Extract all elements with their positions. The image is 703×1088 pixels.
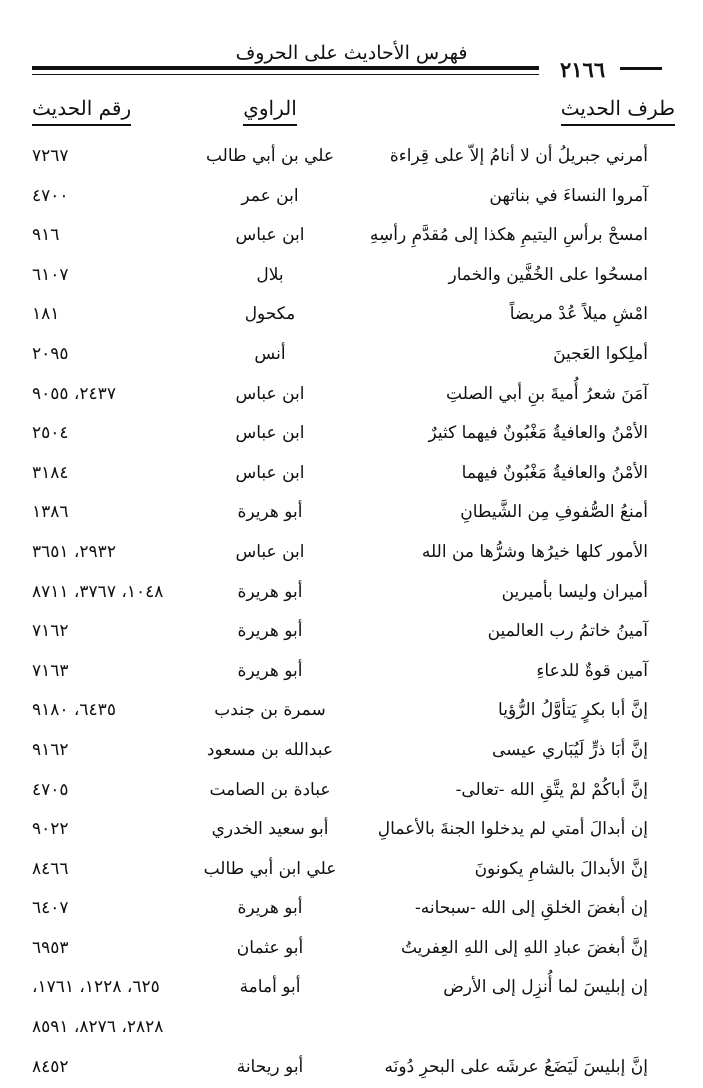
hadith-start: أمنعُ الصُّفوفِ مِن الشَّيطانِ: [460, 502, 648, 523]
hadith-number: ٨٤٥٢: [32, 1056, 69, 1077]
column-header-hadith-start-label: طرف الحديث: [561, 96, 675, 126]
hadith-number: ٧١٦٣: [32, 660, 69, 681]
hadith-start: الأمْنُ والعافيةُ مَغْبُونٌ فيهما: [461, 462, 648, 483]
header-rule-thick: [32, 66, 539, 70]
hadith-start: امسحْ برأسِ اليتيمِ هكذا إلى مُقدَّمِ رأسِهِ: [369, 225, 648, 246]
narrator: عبادة بن الصامت: [209, 779, 331, 800]
table-row: [0, 455, 703, 495]
narrator: مكحول: [244, 304, 296, 325]
table-row: [0, 415, 703, 455]
hadith-start: آمروا النساءَ في بناتهن: [489, 185, 648, 206]
table-row: [0, 494, 703, 534]
hadith-number: ٩١٦٢: [32, 739, 69, 760]
hadith-start: أميران وليسا بأميرين: [501, 581, 648, 602]
table-row: [0, 851, 703, 891]
column-header-hadith-number-label: رقم الحديث: [32, 96, 131, 126]
hadith-start: إن إبليسَ لما أُنزِل إلى الأرض: [443, 977, 648, 998]
table-row: [0, 376, 703, 416]
narrator: بلال: [256, 264, 284, 285]
hadith-number: ٩٠٢٢: [32, 819, 69, 840]
narrator: ابن عباس: [235, 225, 305, 246]
narrator: علي ابن أبي طالب: [203, 858, 337, 879]
table-row: [0, 613, 703, 653]
hadith-start: امسحُوا على الخُفَّين والخمار: [448, 264, 648, 285]
hadith-start: إنَّ الأبدالَ بالشامِ يكونونَ: [474, 858, 648, 879]
narrator: أبو أمامة: [239, 977, 301, 998]
table-row: [0, 811, 703, 851]
table-row: [0, 890, 703, 930]
table-row: [0, 296, 703, 336]
hadith-start: الأمور كلها خيرُها وشرُّها من الله: [421, 541, 648, 562]
page-number-rule: [620, 67, 662, 70]
hadith-start: إنَّ إبليسَ لَيَضَعُ عرشَه على البحرِ دُونَه: [384, 1056, 648, 1077]
hadith-start: أمرني جبريلُ أن لا أنامُ إلاّ على قِراءة: [389, 146, 648, 166]
hadith-number: ١٣٨٦: [32, 502, 69, 523]
hadith-number: ٧٢٦٧: [32, 146, 69, 166]
hadith-start: إنَّ أبا بكرٍ يَتأوَّلُ الرُّؤيا: [498, 700, 648, 721]
narrator: أبو هريرة: [237, 898, 303, 919]
table-row: [0, 1049, 703, 1088]
hadith-number: ٤٧٠٥: [32, 779, 69, 800]
table-row: [0, 692, 703, 732]
narrator: أبو هريرة: [237, 502, 303, 523]
table-row: [0, 217, 703, 257]
table-row: [0, 732, 703, 772]
narrator: أبو هريرة: [237, 621, 303, 642]
hadith-number: ٦٤٣٥، ٩١٨٠: [32, 700, 116, 721]
narrator: أبو هريرة: [237, 581, 303, 602]
table-row: [0, 574, 703, 614]
narrator: سمرة بن جندب: [214, 700, 326, 721]
narrator: ابن عباس: [235, 423, 305, 444]
table-row: [0, 138, 703, 178]
hadith-number: ٣١٨٤: [32, 462, 69, 483]
hadith-number: ٦١٠٧: [32, 264, 69, 285]
hadith-number: ٢٩٣٢، ٣٦٥١: [32, 541, 116, 562]
table-row: [0, 653, 703, 693]
narrator: أبو سعيد الخدري: [211, 819, 329, 840]
column-header-narrator: [200, 96, 340, 126]
narrator: أبو هريرة: [237, 660, 303, 681]
hadith-start: أملِكوا العَجينَ: [553, 343, 648, 364]
narrator: ابن عباس: [235, 541, 305, 562]
hadith-start: إن أبدالَ أمتي لم يدخلوا الجنةَ بالأعمالِ: [377, 819, 648, 840]
table-row-continuation: [0, 1009, 703, 1049]
hadith-number: ١٠٤٨، ٣٧٦٧، ٨٧١١: [32, 581, 164, 602]
hadith-number: ١٨١: [32, 304, 60, 325]
hadith-start: آمين قوةٌ للدعاءِ: [536, 660, 648, 681]
hadith-start: إنَّ أباكُمْ لمْ يتَّقِ الله -تعالى-: [455, 779, 648, 800]
hadith-start: إنَّ أبَا ذرٍّ لَيُبَاري عيسى: [492, 739, 648, 760]
hadith-number: ٢٠٩٥: [32, 343, 69, 364]
hadith-number: ٢٨٢٨، ٨٢٧٦، ٨٥٩١: [32, 1017, 164, 1038]
table-row: [0, 257, 703, 297]
table-row: [0, 772, 703, 812]
page-number: ٢١٦٦: [560, 57, 606, 82]
hadith-start: إن أبغضَ الخلقِ إلى الله -سبحانه-: [415, 898, 648, 919]
hadith-number: ٦٤٠٧: [32, 898, 69, 919]
hadith-number: ٤٧٠٠: [32, 185, 69, 206]
narrator: ابن عباس: [235, 462, 305, 483]
hadith-start: آمينُ خاتمُ رب العالمين: [487, 621, 648, 642]
hadith-number: ٦٢٥، ١٢٢٨، ١٧٦١،: [32, 977, 160, 998]
narrator: ابن عباس: [235, 383, 305, 404]
column-header-narrator-label: الراوي: [243, 96, 297, 126]
hadith-start: آمَنَ شعرُ أُميةَ بنِ أبي الصلتِ: [446, 383, 648, 404]
hadith-start: امْشِ ميلاً عُدْ مريضاً: [509, 304, 648, 325]
hadith-number: ٨٤٦٦: [32, 858, 69, 879]
header-rule-thin: [32, 74, 539, 75]
hadith-number: ٢٥٠٤: [32, 423, 69, 444]
table-row: [0, 336, 703, 376]
table-row: [0, 969, 703, 1009]
column-header-hadith-start: [561, 96, 675, 126]
hadith-start: الأمْنُ والعافيةُ مَغْبُونٌ فيهما كثيرٌ: [428, 423, 648, 444]
hadith-start: إنَّ أبغضَ عبادِ اللهِ إلى اللهِ العِفريتُ: [400, 937, 648, 958]
narrator: عبدالله بن مسعود: [206, 739, 334, 760]
table-row: [0, 534, 703, 574]
column-header-hadith-number: [32, 96, 131, 126]
column-headers: [0, 96, 703, 136]
index-table: [0, 138, 703, 1088]
hadith-number: ٦٩٥٣: [32, 937, 69, 958]
narrator: أبو عثمان: [236, 937, 304, 958]
hadith-number: ٧١٦٢: [32, 621, 69, 642]
narrator: أنس: [254, 343, 286, 364]
hadith-number: ٢٤٣٧، ٩٠٥٥: [32, 383, 116, 404]
table-row: [0, 178, 703, 218]
narrator: ابن عمر: [241, 185, 299, 206]
table-row: [0, 930, 703, 970]
running-title: فهرس الأحاديث على الحروف: [235, 42, 468, 64]
hadith-number: ٩١٦: [32, 225, 60, 246]
narrator: أبو ريحانة: [236, 1056, 304, 1077]
narrator: علي بن أبي طالب: [205, 146, 335, 166]
